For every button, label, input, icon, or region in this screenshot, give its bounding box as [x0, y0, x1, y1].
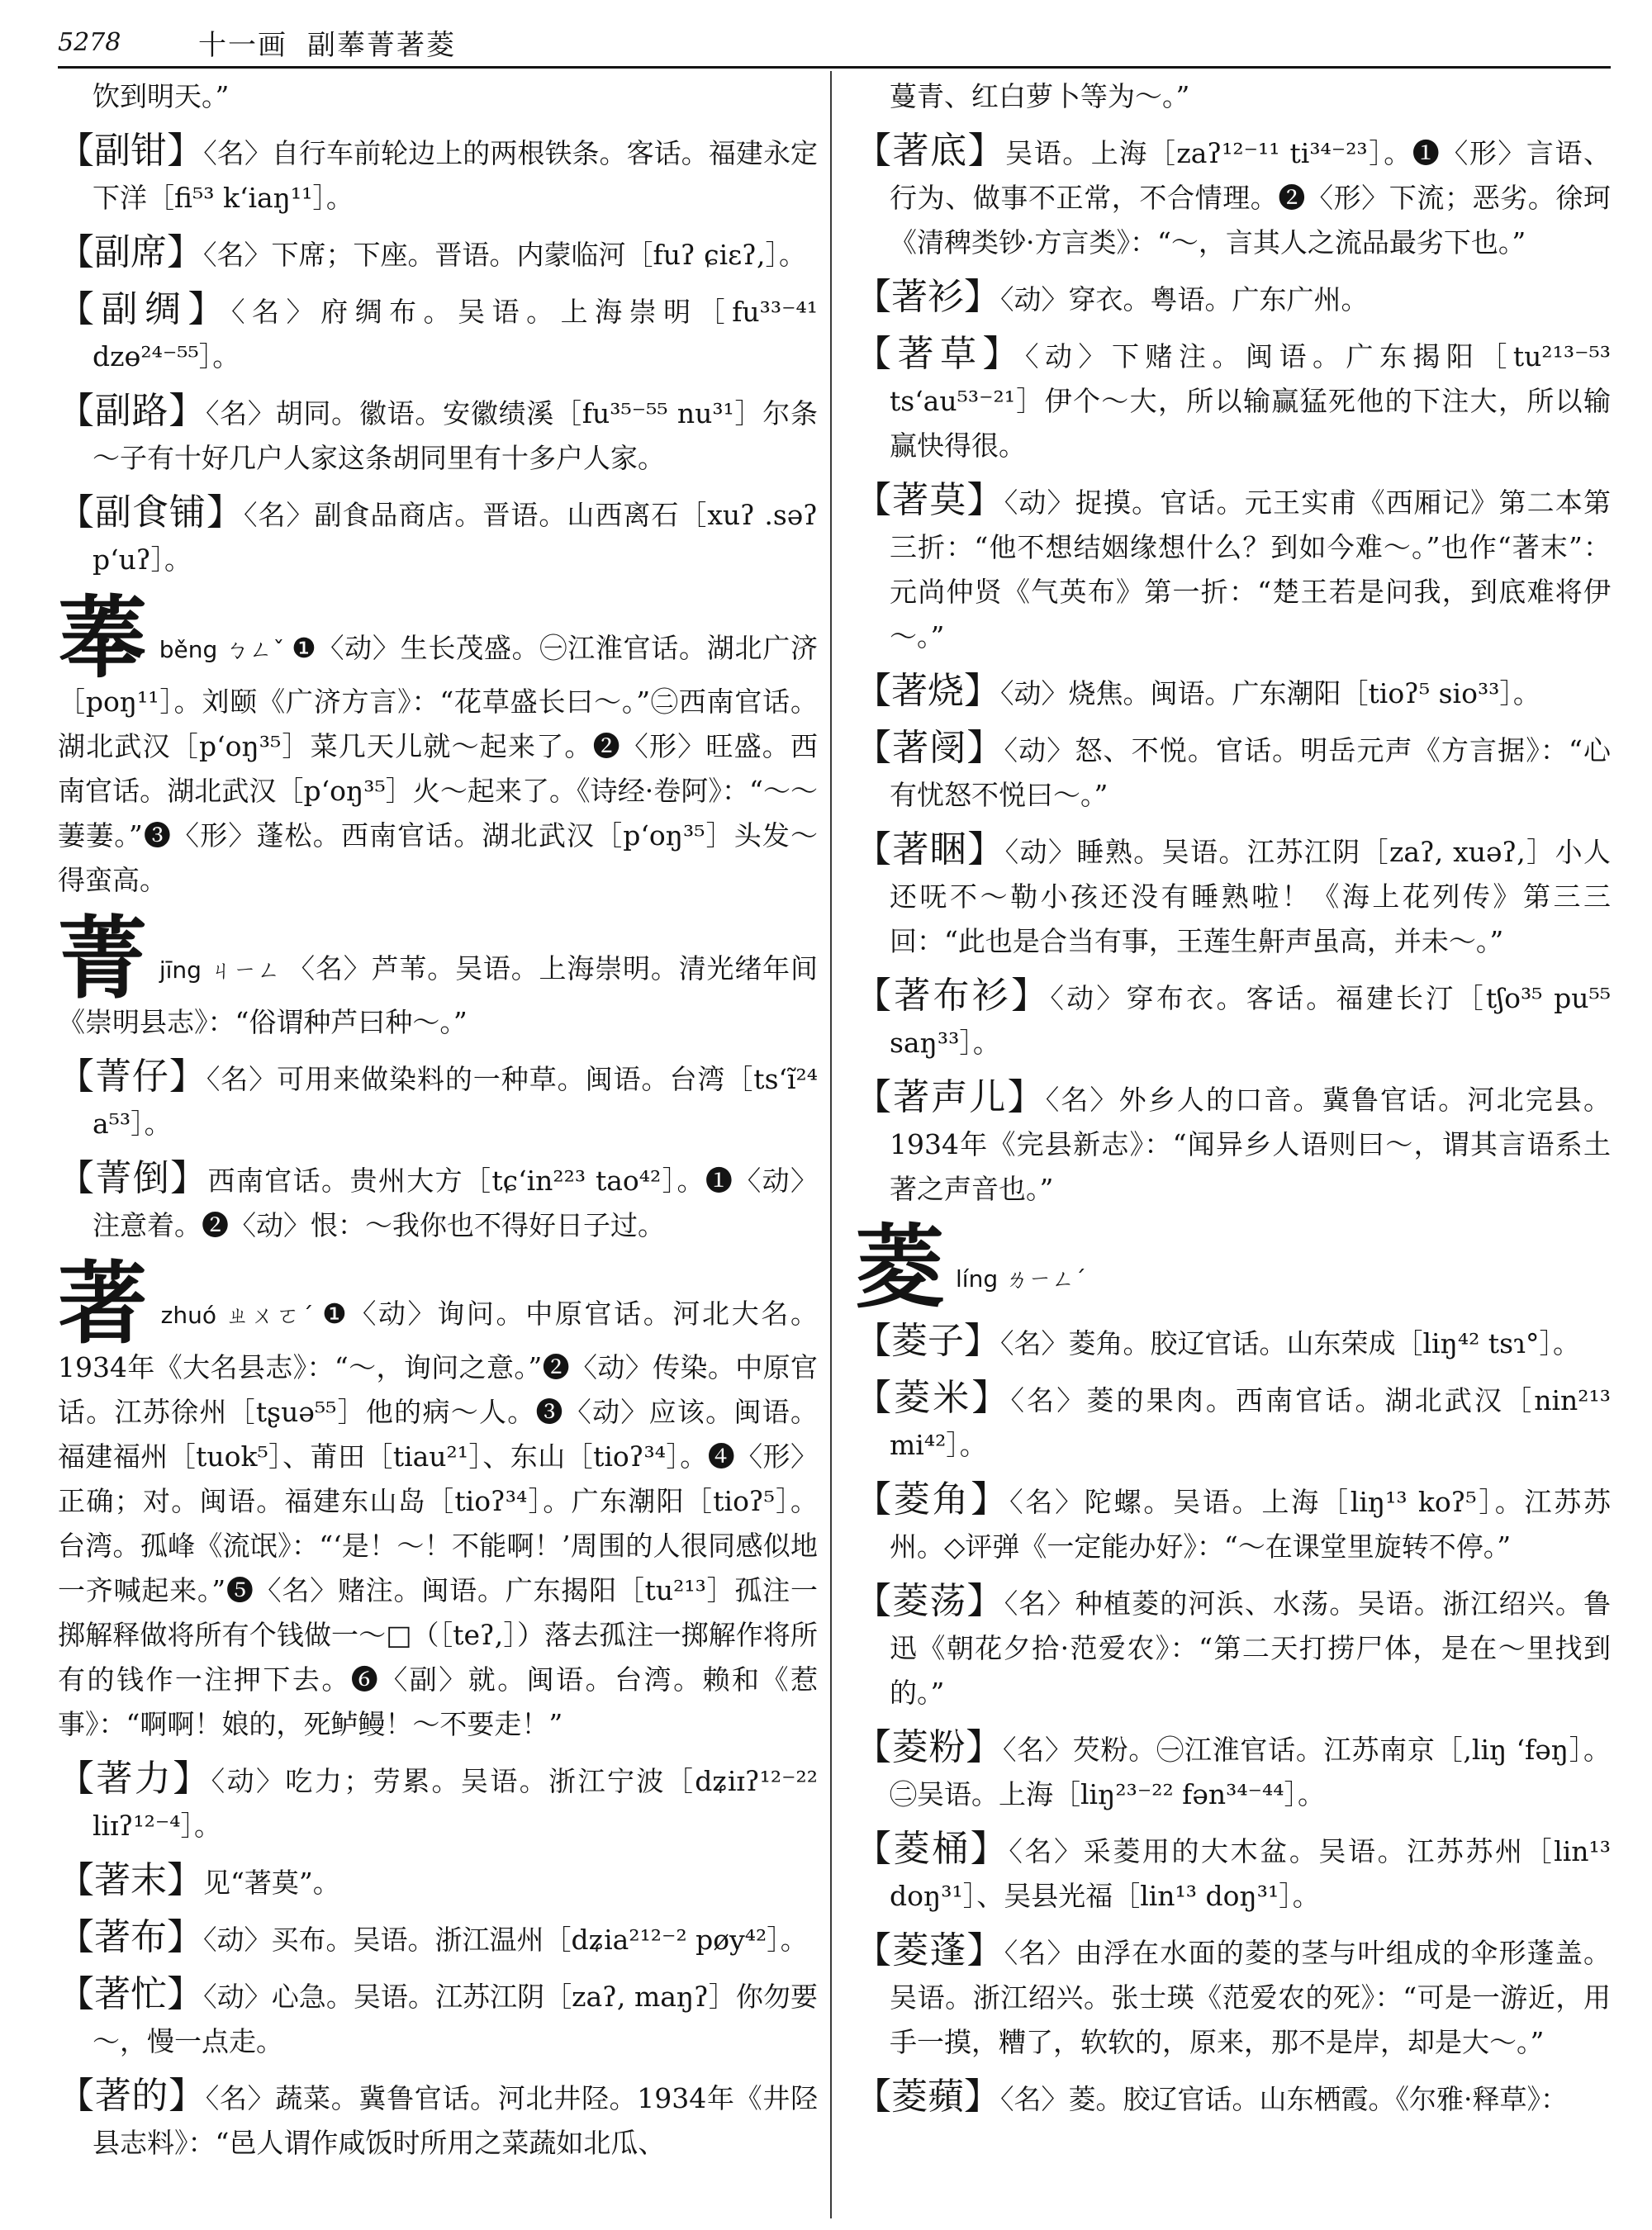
dictionary-entry	[855, 1216, 1611, 1320]
entry-definition: 〈动〉怒、不悦。官话。明岳元声《方言据》：“心有忧怒不悦曰～。”	[890, 734, 1611, 811]
dictionary-entry	[855, 1478, 1611, 1569]
page-number: 5278	[58, 27, 121, 57]
dictionary-entry	[855, 974, 1611, 1065]
entry-term: 【菱桶】	[855, 1828, 1009, 1870]
dictionary-entry	[855, 726, 1611, 818]
entry-definition: 〈名〉由浮在水面的菱的茎与叶组成的伞形蓬盖。吴语。浙江绍兴。张士瑛《范爱农的死》：“可是一游近，用手一摸，糟了，软软的，原来，那不是岸，却是大～。”	[890, 1937, 1611, 2058]
dictionary-entry	[855, 1319, 1611, 1366]
dictionary-entry	[855, 669, 1611, 716]
entry-definition: 〈名〉菱的果肉。西南官话。湖北武汉［nin²¹³ mi⁴²］。	[890, 1384, 1611, 1461]
entry-definition: 〈动〉心急。吴语。江苏江阴［zaʔ, maŋʔ］你勿要～，慢一点走。	[93, 1981, 818, 2057]
entry-term: 【著莫】	[855, 479, 1004, 521]
headword-character: 菱	[855, 1216, 945, 1320]
entry-term: 【菱米】	[855, 1377, 1011, 1419]
entry-definition: 〈名〉菱。胶辽官话。山东栖霞。《尔雅·释草》：	[1000, 2083, 1568, 2115]
entry-definition: 〈动〉穿布衣。客话。福建长汀［tʃo³⁵ pu⁵⁵ saŋ³³］。	[890, 982, 1611, 1059]
dictionary-entry	[855, 2075, 1611, 2122]
dictionary-entry	[855, 129, 1611, 265]
entry-term: 【菱子】	[855, 1320, 1000, 1362]
entry-term: 【著末】	[58, 1859, 203, 1901]
section-label	[198, 22, 456, 63]
dictionary-entry	[855, 828, 1611, 964]
entry-definition: 吴语。上海［zaʔ¹²⁻¹¹ ti³⁴⁻²³］。❶〈形〉言语、行为、做事不正常，不合情理。❷〈形〉下流；恶劣。徐珂《清稗类钞·方言类》：“～，言其人之流品最劣下也。”	[890, 137, 1611, 259]
headword-pinyin: běng ㄅㄥˇ	[159, 636, 286, 663]
entry-definition: ❶〈动〉生长茂盛。㊀江淮官话。湖北广济［poŋ¹¹］。刘颐《广济方言》：“花草盛长曰～。”㊁西南官话。湖北武汉［p‘oŋ³⁵］菜几天儿就～起来了。❷〈形〉旺盛。西南官话。湖北武汉［p‘oŋ³⁵］火～起来了。《诗经·卷阿》：“～～萋萋。”❸〈形〉蓬松。西南官话。湖北武汉［p‘oŋ³⁵］头发～得蛮高。	[58, 632, 818, 896]
dictionary-entry	[58, 129, 818, 221]
entry-definition: ❶〈动〉询问。中原官话。河北大名。1934年《大名县志》：“～，询问之意。”❷〈动〉传染。中原官话。江苏徐州［tʂuə⁵⁵］他的病～人。❸〈动〉应该。闽语。福建福州［tuok⁵］、莆田［tiau²¹］、东山［tioʔ³⁴］。❹〈形〉正确；对。闽语。福建东山岛［tioʔ³⁴］。广东潮阳［tioʔ⁵］。台湾。孤峰《流氓》：“‘是！～！不能啊！’周围的人很同感似地一齐喊起来。”❺〈名〉赌注。闽语。广东揭阳［tu²¹³］孤注一掷解释做将所有个钱做一～□（［teʔ,］）落去孤注一掷解作将所有的钱作一注押下去。❻〈副〉就。闽语。台湾。赖和《惹事》：“啊啊！娘的，死鲈鳗！～不要走！”	[58, 1298, 818, 1740]
header-rule	[58, 66, 1611, 69]
dictionary-entry	[58, 586, 818, 903]
dictionary-entry	[855, 74, 1611, 119]
dictionary-entry	[855, 478, 1611, 659]
entry-term: 【菱蘋】	[855, 2076, 1000, 2118]
entry-term: 【副席】	[58, 231, 203, 273]
dictionary-entry	[855, 332, 1611, 468]
dictionary-entry	[855, 1929, 1611, 2065]
dictionary-entry	[855, 1075, 1611, 1212]
entry-term: 【副食铺】	[58, 491, 244, 534]
entry-definition: 〈名〉副食品商店。晋语。山西离石［xuʔ .səʔ p‘uʔ］。	[93, 499, 818, 576]
entry-term: 【著忙】	[58, 1973, 204, 2015]
entry-term: 【著底】	[855, 130, 1006, 172]
entry-term: 【著布】	[58, 1916, 203, 1958]
dictionary-entry	[58, 1156, 818, 1248]
headword-character: 菁	[58, 907, 148, 1011]
entry-definition: 〈名〉种植菱的河浜、水荡。吴语。浙江绍兴。鲁迅《朝花夕拾·范爱农》：“第二天打捞尸体，是在～里找到的。”	[890, 1587, 1611, 1709]
entry-term: 【菱角】	[855, 1478, 1010, 1521]
entry-term: 【菁仔】	[58, 1056, 206, 1098]
column-divider	[830, 71, 832, 2218]
entry-term: 【著睏】	[855, 828, 1005, 871]
headword-pinyin: líng ㄌㄧㄥˊ	[956, 1265, 1086, 1293]
page-header	[58, 18, 1611, 66]
right-column	[855, 74, 1611, 2222]
dictionary-entry	[58, 491, 818, 582]
entry-term: 【著衫】	[855, 276, 1000, 318]
entry-definition: 〈名〉陀螺。吴语。上海［liŋ¹³ koʔ⁵］。江苏苏州。◇评弹《一定能办好》：“～在课堂里旋转不停。”	[890, 1486, 1611, 1563]
entry-definition: 〈动〉下赌注。闽语。广东揭阳［tu²¹³⁻⁵³ ts‘au⁵³⁻²¹］伊个～大，所以输赢猛死他的下注大，所以输赢快得很。	[890, 340, 1611, 462]
dictionary-entry	[58, 230, 818, 278]
entry-definition: 〈动〉买布。吴语。浙江温州［dʑia²¹²⁻² pøy⁴²］。	[203, 1924, 808, 1956]
entry-definition: 〈名〉下席；下座。晋语。内蒙临河［fuʔ ɕiɛʔ,］。	[203, 239, 806, 271]
dictionary-entry	[58, 1757, 818, 1848]
headword-character: 著	[58, 1252, 150, 1356]
headword-pinyin: jīng ㄐㄧㄥ	[159, 956, 282, 984]
entry-definition: 〈名〉蔬菜。冀鲁官话。河北井陉。1934年《井陉县志料》：“邑人谓作咸饭时所用之菜蔬如北瓜、	[93, 2082, 818, 2159]
dictionary-entry	[58, 1972, 818, 2064]
entry-term: 【著的】	[58, 2075, 206, 2117]
dictionary-entry	[855, 275, 1611, 322]
entry-term: 【副路】	[58, 390, 206, 432]
entry-term: 【著声儿】	[855, 1076, 1046, 1118]
entry-definition: 西南官话。贵州大方［tɕ‘in²²³ tao⁴²］。❶〈动〉注意着。❷〈动〉恨：～我你也不得好日子过。	[93, 1165, 818, 1241]
dictionary-entry	[58, 1915, 818, 1962]
dictionary-entry	[855, 1725, 1611, 1817]
entry-definition: 〈名〉府绸布。吴语。上海崇明［fu³³⁻⁴¹ dzɵ²⁴⁻⁵⁵］。	[93, 296, 818, 372]
entry-definition: 〈名〉外乡人的口音。冀鲁官话。河北完县。1934年《完县新志》：“闻异乡人语则曰～，谓其言语系土著之声音也。”	[890, 1084, 1611, 1205]
entry-term: 【著烧】	[855, 670, 1000, 712]
left-column	[58, 74, 818, 2222]
dictionary-entry	[855, 1827, 1611, 1919]
entry-term: 【著布衫】	[855, 975, 1051, 1017]
dictionary-entry	[855, 1376, 1611, 1468]
entry-definition: 〈名〉菱角。胶辽官话。山东荣成［liŋ⁴² tsɿ°］。	[1000, 1327, 1580, 1359]
headword-pinyin: zhuó ㄓㄨㄛˊ	[160, 1302, 316, 1329]
dictionary-entry	[58, 2074, 818, 2166]
entry-definition: 〈动〉穿衣。粤语。广东广州。	[1000, 283, 1369, 316]
dictionary-entry	[58, 907, 818, 1045]
entry-term: 【著草】	[855, 333, 1025, 375]
entry-definition: 〈动〉吃力；劳累。吴语。浙江宁波［dʑiɪʔ¹²⁻²² liɪʔ¹²⁻⁴］。	[93, 1765, 818, 1842]
entry-term: 【菱蓬】	[855, 1929, 1004, 1971]
headword-character: 菶	[58, 586, 148, 690]
entry-definition: 〈动〉睡熟。吴语。江苏江阴［zaʔ, xuəʔ,］小人还呒不～勒小孩还没有睡熟啦！《海上花列传》第三三回：“此也是合当有事，王莲生鼾声虽高，并未～。”	[890, 836, 1611, 957]
entry-definition: 〈名〉采菱用的大木盆。吴语。江苏苏州［lin¹³ doŋ³¹］、吴县光福［lin¹³ doŋ³¹］。	[890, 1835, 1611, 1912]
entry-definition: 〈动〉烧焦。闽语。广东潮阳［tioʔ⁵ sio³³］。	[1000, 677, 1540, 709]
entry-definition: 〈名〉自行车前轮边上的两根铁条。客话。福建永定下洋［fi⁵³ k‘iaŋ¹¹］。	[93, 137, 818, 214]
entry-definition: 〈名〉芡粉。㊀江淮官话。江苏南京［,liŋ ‘fəŋ］。㊁吴语。上海［liŋ²³⁻²² fən³⁴⁻⁴⁴］。	[890, 1734, 1611, 1810]
dictionary-entry	[58, 74, 818, 119]
entry-definition: 饮到明天。”	[93, 80, 230, 112]
header-characters: 副菶菁著菱	[307, 28, 456, 62]
entry-term: 【菱粉】	[855, 1726, 1004, 1768]
entry-definition: 见“著莫”。	[203, 1867, 340, 1899]
entry-term: 【副绸】	[58, 288, 232, 330]
dictionary-entry	[58, 1252, 818, 1747]
entry-definition: 〈动〉捉摸。官话。元王实甫《西厢记》第二本第三折：“他不想结姻缘想什么？到如今难～。”也作“著末”：元尚仲贤《气英布》第一折：“楚王若是问我，到底难将伊～。”	[890, 486, 1611, 652]
entry-definition: 〈名〉芦苇。吴语。上海崇明。清光绪年间《崇明县志》：“俗谓种芦曰种～。”	[58, 952, 818, 1038]
entry-term: 【著阌】	[855, 727, 1004, 769]
entry-term: 【著力】	[58, 1758, 211, 1800]
entry-definition: 〈名〉胡同。徽语。安徽绩溪［fu³⁵⁻⁵⁵ nu³¹］尔条～子有十好几户人家这条胡同里有十多户人家。	[93, 397, 818, 474]
dictionary-entry	[58, 287, 818, 379]
dictionary-entry	[855, 1579, 1611, 1715]
entry-definition: 蔓青、红白萝卜等为～。”	[890, 80, 1190, 112]
entry-term: 【菱荡】	[855, 1580, 1004, 1622]
dictionary-entry	[58, 1858, 818, 1905]
stroke-count: 十一画	[198, 28, 287, 62]
entry-term: 【菁倒】	[58, 1157, 208, 1199]
dictionary-entry	[58, 389, 818, 481]
entry-term: 【副钳】	[58, 130, 204, 172]
dictionary-entry	[58, 1055, 818, 1146]
entry-definition: 〈名〉可用来做染料的一种草。闽语。台湾［ts‘ĩ²⁴ a⁵³］。	[93, 1063, 818, 1140]
